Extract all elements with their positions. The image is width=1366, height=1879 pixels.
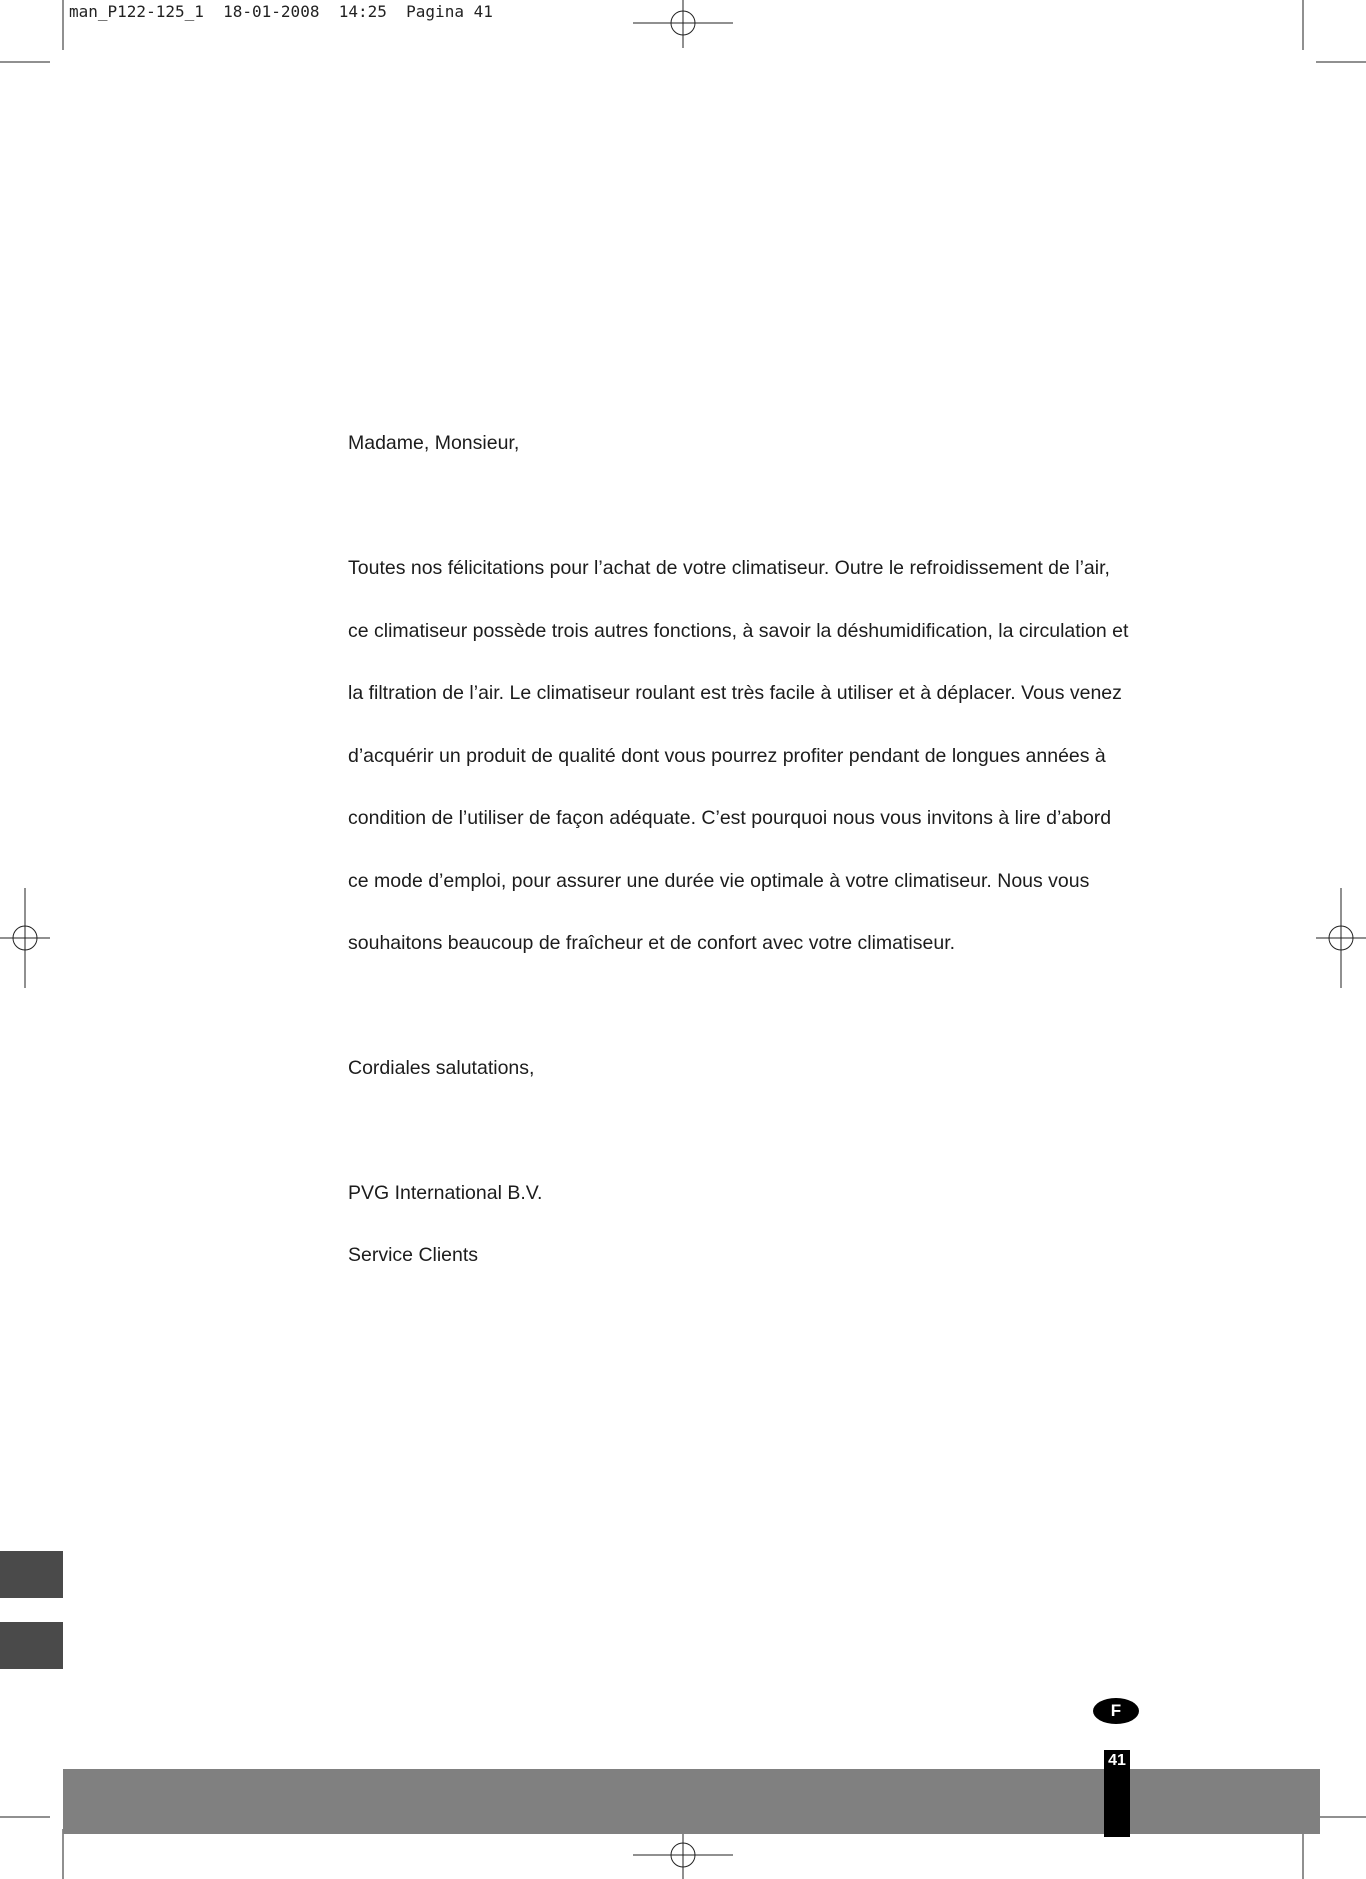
page-number: 41 (1108, 1752, 1126, 1769)
slug-file: man_P122-125_1 (69, 2, 204, 21)
paragraph-line: condition de l’utiliser de façon adéquate. C’est pourquoi nous vous invitons à lire d’abord (348, 807, 1112, 829)
registration-mark-bottom (633, 1831, 733, 1879)
footer-bar (63, 1769, 1320, 1834)
paragraph-line: Toutes nos félicitations pour l’achat de votre climatiseur. Outre le refroidissement de l’air, (348, 557, 1110, 579)
registration-mark-left (0, 888, 50, 988)
registration-mark-right (1316, 888, 1366, 988)
slug-page-label: Pagina 41 (406, 2, 493, 21)
paragraph-line: ce mode d’emploi, pour assurer une durée vie optimale à votre climatiseur. Nous vous (348, 870, 1090, 892)
letter-closing: Cordiales salutations, (348, 1057, 535, 1079)
slug-time: 14:25 (338, 2, 387, 21)
registration-mark-top (633, 0, 733, 48)
letter-department: Service Clients (348, 1244, 479, 1266)
paragraph-line: la filtration de l’air. Le climatiseur roulant est très facile à utiliser et à déplacer. Vous venez (348, 682, 1122, 704)
paragraph-line: d’acquérir un produit de qualité dont vous pourrez profiter pendant de longues années à (348, 745, 1106, 767)
slug-date: 18-01-2008 (223, 2, 320, 21)
side-tab-lower (0, 1622, 63, 1669)
side-tab-upper (0, 1551, 63, 1598)
paragraph-line: ce climatiseur possède trois autres fonctions, à savoir la déshumidification, la circulation et (348, 620, 1129, 642)
page-number-box (1104, 1750, 1130, 1837)
letter-company: PVG International B.V. (348, 1182, 543, 1204)
language-badge: F (1093, 1698, 1139, 1724)
paragraph-line: souhaitons beaucoup de fraîcheur et de confort avec votre climatiseur. (348, 932, 956, 954)
letter-salutation: Madame, Monsieur, (348, 432, 520, 454)
